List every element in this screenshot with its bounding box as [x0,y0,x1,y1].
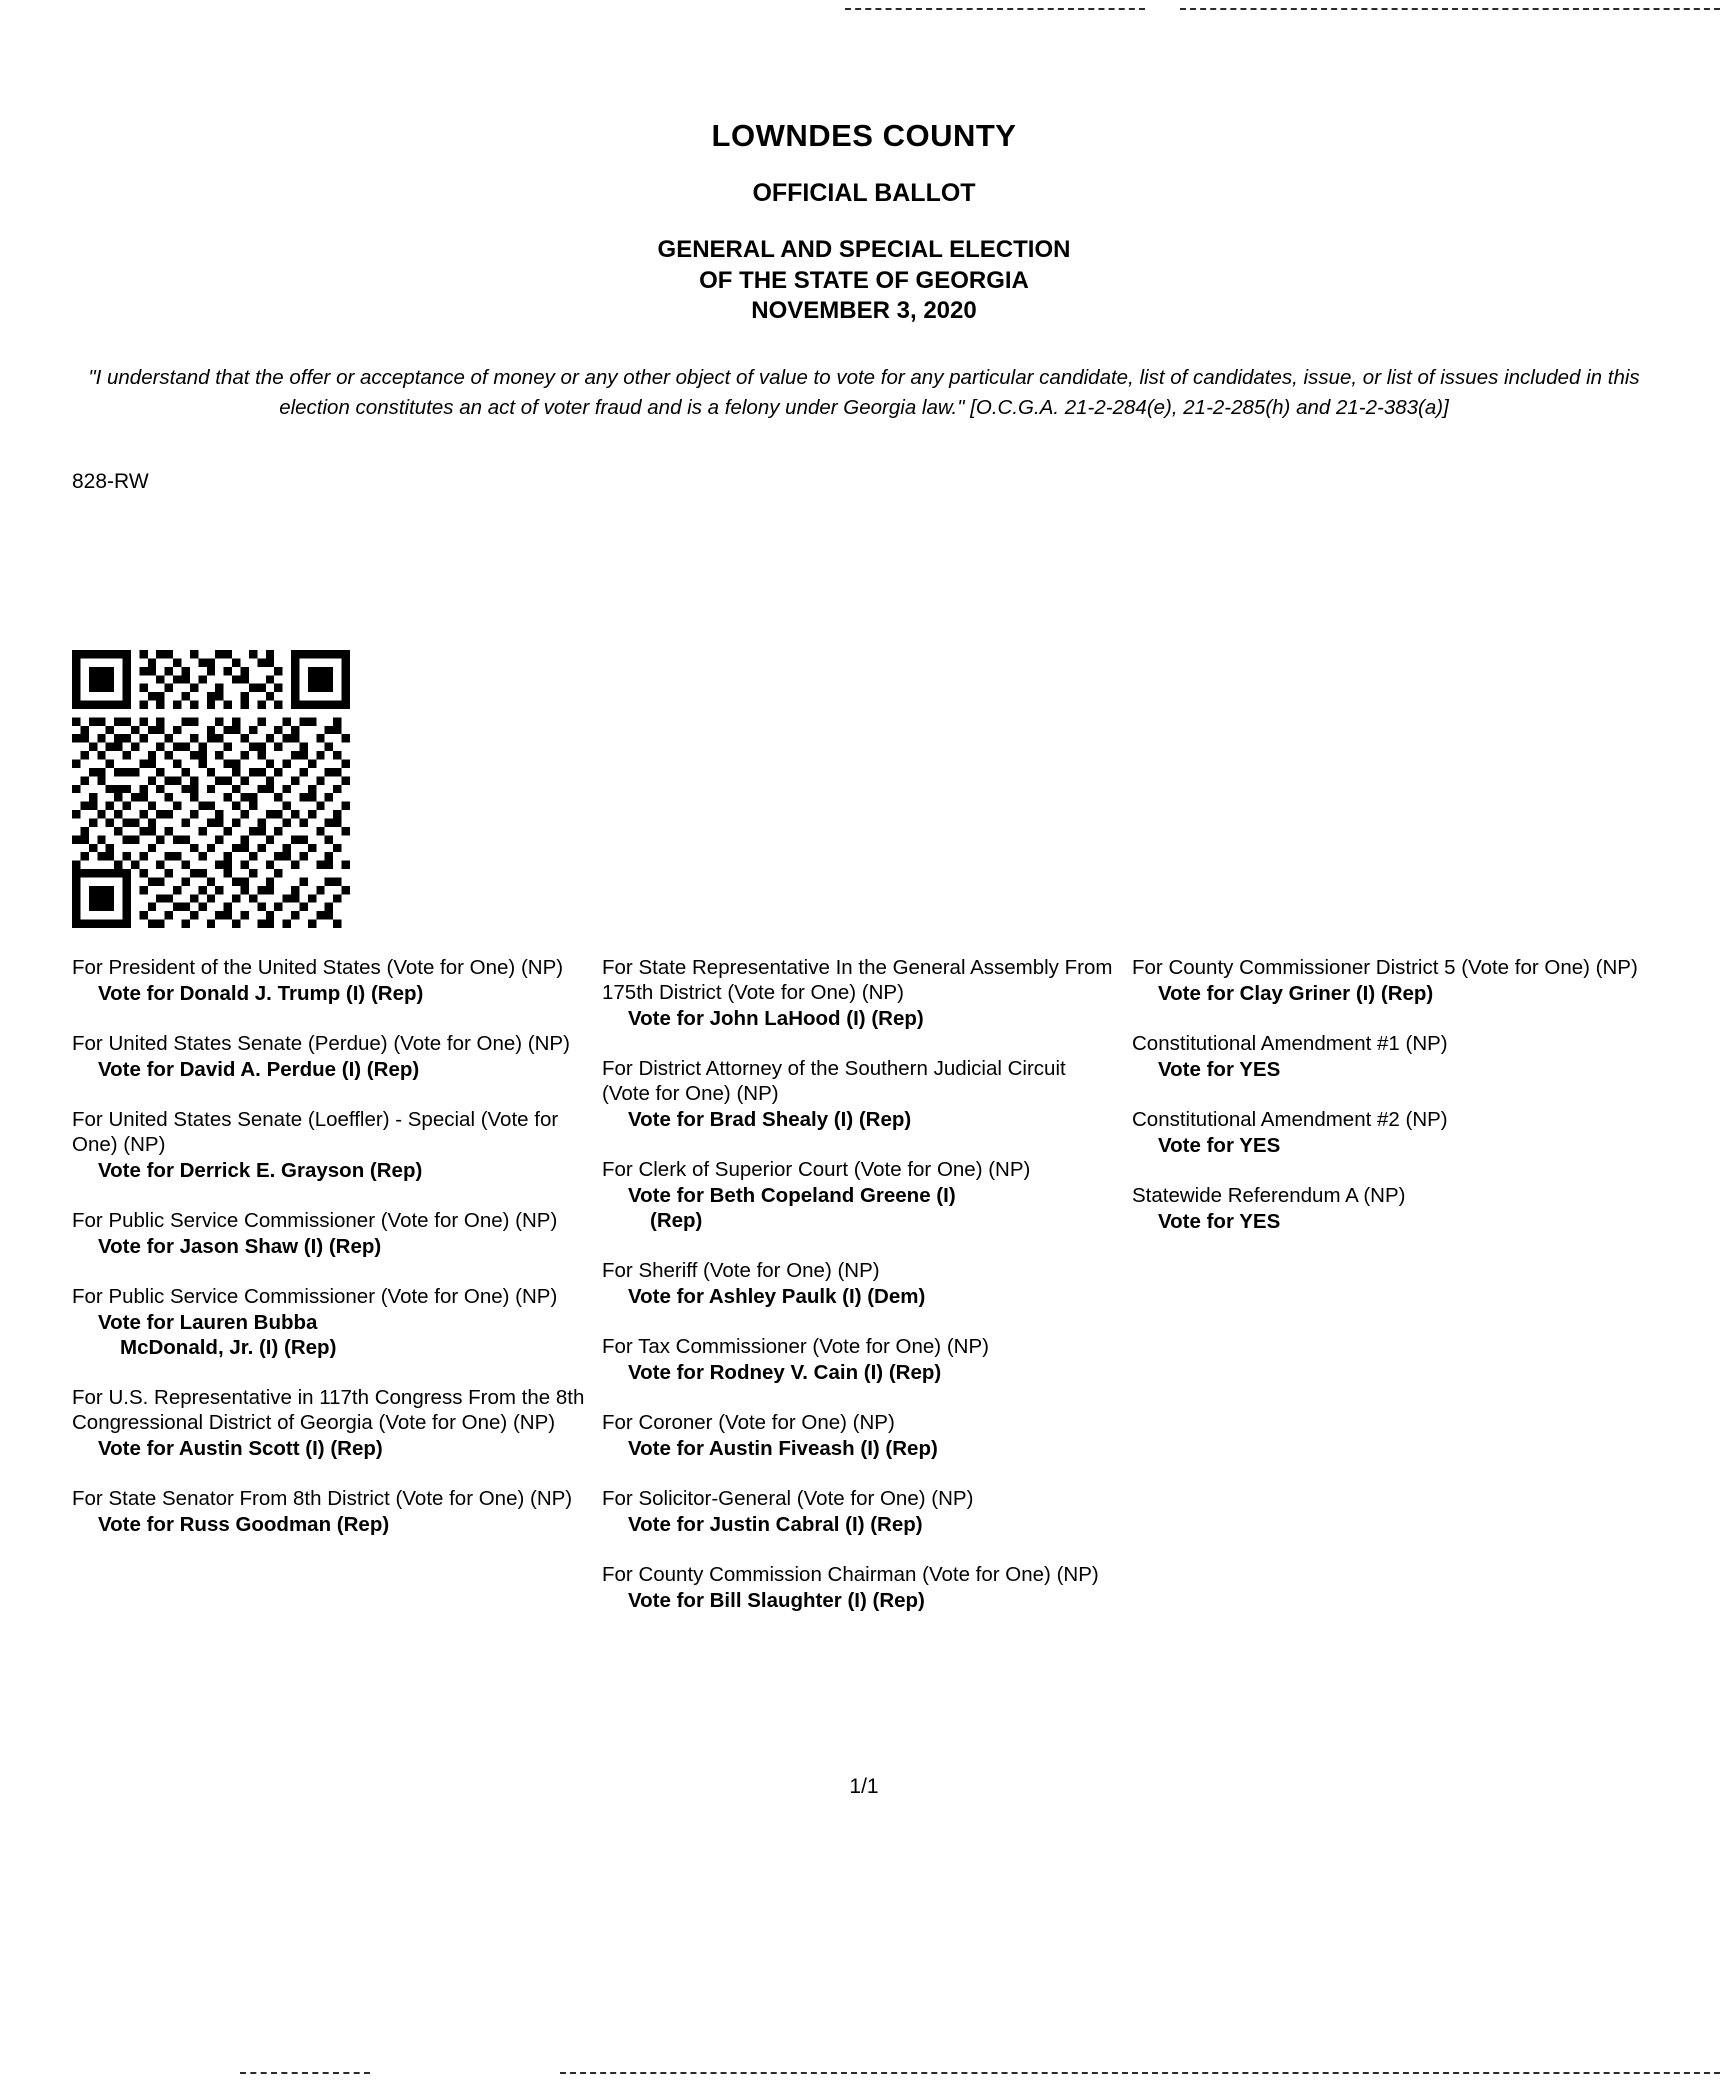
contest-choice: Vote for David A. Perdue (I) (Rep) [98,1058,420,1081]
contest-us-senate-perdue [72,1031,588,1082]
contest-title: For County Commission Chairman (Vote for One) (NP) [602,1563,1099,1586]
contest-choice: Vote for Rodney V. Cain (I) (Rep) [628,1361,942,1384]
contest-constitutional-amendment-1 [1132,1031,1648,1082]
contest-title: For United States Senate (Loeffler) - Special (Vote for One) (NP) [72,1108,559,1156]
contest-tax-commissioner [602,1334,1118,1385]
contest-choice-line-1: Vote for Beth Copeland Greene (I) [628,1184,956,1207]
contest-title: Statewide Referendum A (NP) [1132,1184,1406,1207]
page-number: 1/1 [849,1775,879,1798]
contest-choice [602,1183,1118,1233]
election-title-line-1: GENERAL AND SPECIAL ELECTION [657,236,1071,263]
contest-title: For State Senator From 8th District (Vote for One) (NP) [72,1487,573,1510]
contest-title: For County Commissioner District 5 (Vote for One) (NP) [1132,956,1638,979]
contest-title: Constitutional Amendment #1 (NP) [1132,1032,1448,1055]
election-title [0,235,1728,327]
contest-title: For Public Service Commissioner (Vote for One) (NP) [72,1209,558,1232]
contest-title: For U.S. Representative in 117th Congress From the 8th Congressional District of Georgia (Vote for One) (NP) [72,1386,585,1434]
contest-choice-line-2: McDonald, Jr. (I) (Rep) [120,1336,337,1359]
contest-choice: Vote for YES [1158,1058,1281,1081]
contest-coroner [602,1410,1118,1461]
contest-title: Constitutional Amendment #2 (NP) [1132,1108,1448,1131]
contest-column-3 [1132,955,1662,1638]
county-name: LOWNDES COUNTY [711,118,1017,153]
contest-choice: Vote for Clay Griner (I) (Rep) [1158,982,1434,1005]
contest-choice [72,1310,588,1360]
contest-title: For Public Service Commissioner (Vote for One) (NP) [72,1285,558,1308]
contest-choice: Vote for Donald J. Trump (I) (Rep) [98,982,424,1005]
contest-choice: Vote for Jason Shaw (I) (Rep) [98,1235,382,1258]
ballot-style-id: 828-RW [72,470,149,494]
contest-state-representative-175th-district [602,955,1118,1031]
contest-choice: Vote for John LaHood (I) (Rep) [628,1007,924,1030]
contest-title: For Clerk of Superior Court (Vote for One) (NP) [602,1158,1031,1181]
contest-title: For United States Senate (Perdue) (Vote for One) (NP) [72,1032,570,1055]
contest-choice: Vote for YES [1158,1210,1281,1233]
contest-county-commission-chairman [602,1562,1118,1613]
qr-code-icon [72,650,350,928]
contest-column-2 [602,955,1132,1638]
contest-county-commissioner-district-5 [1132,955,1648,1006]
contest-title: For Tax Commissioner (Vote for One) (NP) [602,1335,989,1358]
contest-clerk-of-superior-court [602,1157,1118,1233]
contest-choice: Vote for Bill Slaughter (I) (Rep) [628,1589,925,1612]
voter-fraud-oath-text: "I understand that the offer or acceptance of money or any other object of value to vote for any particular candidate, list of candidates, issue, or list of issues included in this election constitutes an act of voter fraud and is a felony under Georgia law." [O.C.G.A. 21-2-284(e), 21-2-285(h) and 21-2-383(a)] [88,366,1640,419]
contest-constitutional-amendment-2 [1132,1107,1648,1158]
contest-column-1 [72,955,602,1638]
election-date: NOVEMBER 3, 2020 [751,297,977,325]
contest-sheriff [602,1258,1118,1309]
contest-choice-line-1: Vote for Lauren Bubba [98,1311,318,1334]
contest-title: For Coroner (Vote for One) (NP) [602,1411,895,1434]
contest-choice: Vote for Derrick E. Grayson (Rep) [98,1159,423,1182]
contest-choice: Vote for Austin Fiveash (I) (Rep) [628,1437,938,1460]
contest-choice: Vote for Austin Scott (I) (Rep) [98,1437,383,1460]
contest-us-senate-loeffler-special [72,1107,588,1183]
contest-choice: Vote for Russ Goodman (Rep) [98,1513,390,1536]
contest-public-service-commissioner-1 [72,1208,588,1259]
contest-public-service-commissioner-2 [72,1284,588,1360]
official-ballot-label: OFFICIAL BALLOT [752,179,976,207]
contest-president [72,955,588,1006]
contest-statewide-referendum-a [1132,1183,1648,1234]
contest-choice-line-2: (Rep) [650,1209,703,1232]
election-title-line-2: OF THE STATE OF GEORGIA [699,266,1029,294]
contest-choice: Vote for Ashley Paulk (I) (Dem) [628,1285,926,1308]
contest-columns [72,955,1662,1638]
contest-title: For State Representative In the General Assembly From 175th District (Vote for One) (NP) [602,956,1113,1004]
contest-choice: Vote for Justin Cabral (I) (Rep) [628,1513,923,1536]
contest-choice: Vote for YES [1158,1134,1281,1157]
contest-district-attorney [602,1056,1118,1132]
contest-state-senator-8th-district [72,1486,588,1537]
contest-title: For Sheriff (Vote for One) (NP) [602,1259,880,1282]
contest-title: For President of the United States (Vote for One) (NP) [72,956,564,979]
contest-us-representative-8th-district [72,1385,588,1461]
contest-title: For District Attorney of the Southern Judicial Circuit (Vote for One) (NP) [602,1057,1066,1105]
contest-choice: Vote for Brad Shealy (I) (Rep) [628,1108,912,1131]
ballot-qr-code [72,650,350,928]
contest-solicitor-general [602,1486,1118,1537]
contest-title: For Solicitor-General (Vote for One) (NP) [602,1487,974,1510]
ballot-header [0,118,1728,327]
